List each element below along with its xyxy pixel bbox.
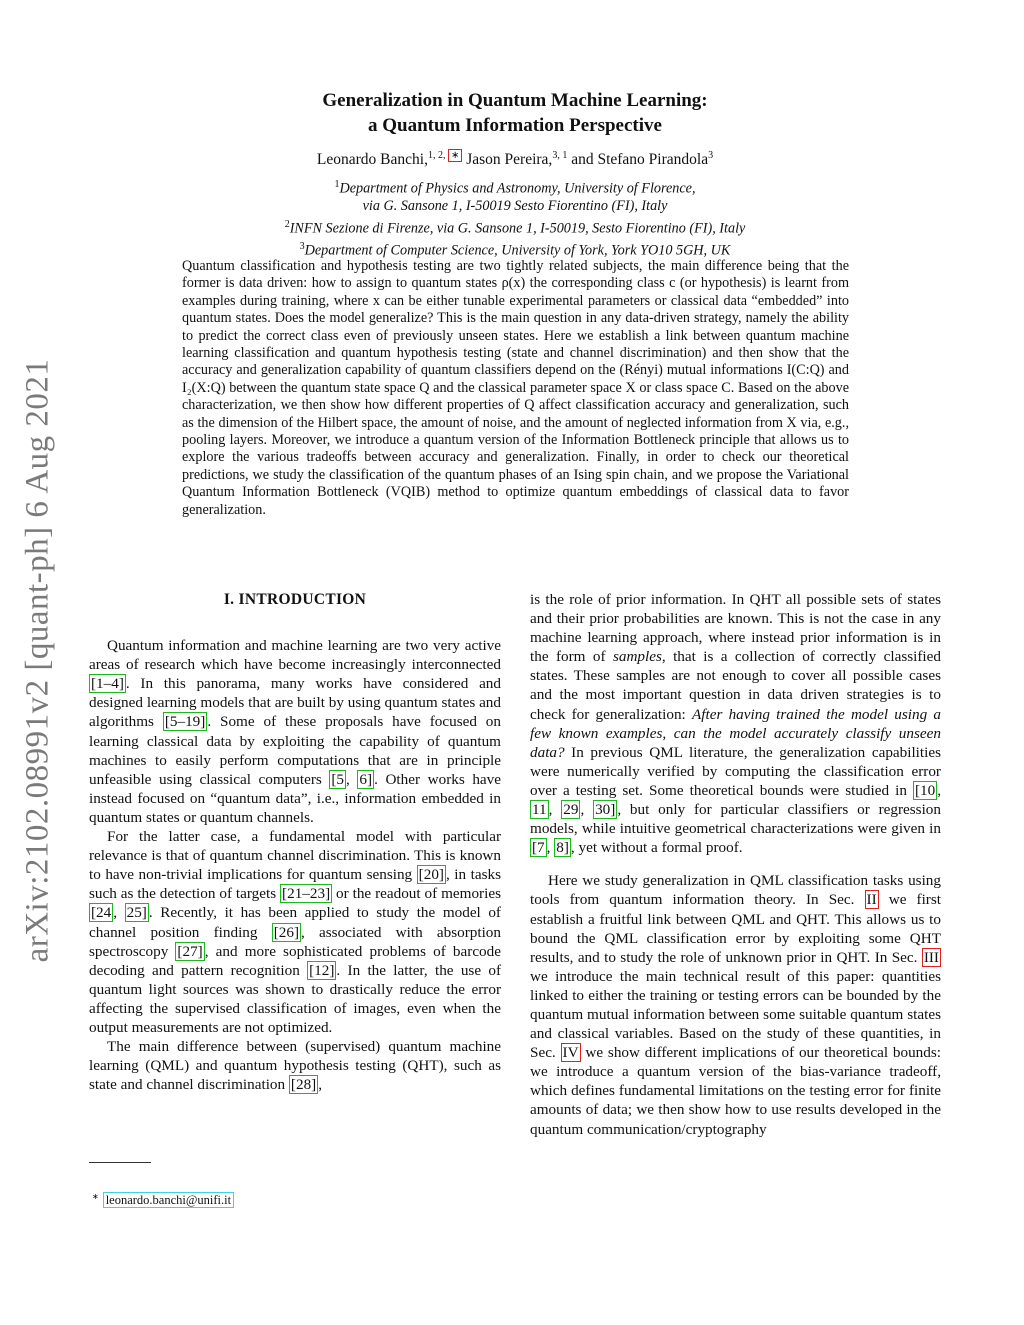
citation-link[interactable]: [24	[91, 904, 112, 922]
arxiv-sidebar-stamp	[0, 340, 78, 980]
author-list: Leonardo Banchi,$^{1, 2,}$ ∗ Jason Pereira,$^{3, 1}$ and Stefano Pirandola$^3$	[316, 150, 714, 169]
paragraph: For the latter case, a fundamental model with particular relevance is that of quantum channel discrimination. This is known to have non-trivial implications for quantum sensing [20] , in tasks such as the detection of targets [21–23] or the readout of memories [24 , 25] . Recently, it has been applied to study the model of channel position finding [26] , associated with absorption spectroscopy [27] , and more sophisticated problems of barcode decoding and pattern recognition [12] . In the latter, the use of quantum light sources was shown to drastically reduce the error affecting the supervised classification of images, even when the output measurements are not optimized.	[89, 828, 502, 1036]
citation-link[interactable]: [7	[532, 839, 545, 857]
affiliations: $^1$Department of Physics and Astronomy, University of Florence, via G. Sansone 1, I-50019 Sesto Fiorentino (FI), Italy $^2$INFN Sezione di Firenze, via G. Sansone 1, I-50019, Sesto Fiorentino (FI), Italy $^3$Department of Computer Science, University of York, York YO10 5GH, UK	[284, 179, 746, 259]
email-link[interactable]: leonardo.banchi@unifi.it	[103, 1192, 234, 1208]
section-link[interactable]: IV	[562, 1044, 579, 1062]
paragraph: Quantum information and machine learning are two very active areas of research which have become increasingly interconnected [1–4] . In this panorama, many works have considered and designed learning models that are built by using quantum states and algorithms [5–19] . Some of these proposals have focused on learning classical data by exploiting the capability of quantum machines to easily perform computations that are in principle unfeasible using classical computers [5 , 6] . Other works have instead focused on “quantum data”, i.e., information embedded in quantum states or quantum channels.	[89, 637, 502, 826]
author-banchi: Leonardo Banchi,	[316, 151, 428, 169]
affiliation-2: INFN Sezione di Firenze, via G. Sansone 1, I-50019, Sesto Fiorentino (FI), Italy	[289, 220, 746, 237]
paper-title: Generalization in Quantum Machine Learning: a Quantum Information Perspective	[322, 90, 708, 136]
citation-link[interactable]: 6]	[359, 770, 373, 788]
citation-link[interactable]: [20]	[418, 866, 444, 884]
affiliation-1: Department of Physics and Astronomy, University of Florence,	[339, 180, 696, 197]
affiliation-1-address: via G. Sansone 1, I-50019 Sesto Fiorentino (FI), Italy	[362, 198, 668, 215]
footnote-rule	[89, 1162, 151, 1163]
paragraph: is the role of prior information. In QHT all possible sets of states and their prior probabilities are known. This is not the case in any machine learning approach, where instead prior information is in the form of samples, that is a collection of correctly classified states. These samples are not enough to cover all possible cases and the most important question in data driven strategies is to check for generalization: After having trained the model using a few known examples, can the model accurately classify unseen data? In previous QML literature, the generalization capabilities were numerically verified by computing the classification error over a testing set. Some theoretical bounds were studied in [10 , 11 , 29 , 30] , but only for particular classifiers or regression models, while intuitive geometrical characterizations were given in [7 , 8] , yet without a formal proof.	[530, 591, 942, 857]
paragraph: Here we study generalization in QML classification tasks using tools from quantum information theory. In Sec. II we first establish a fruitful link between QML and QHT. This allows us to bound the QML classification error by exploiting some QHT results, and to study the role of unknown prior in QHT. In Sec. III we introduce the main technical result of this paper: quantities linked to either the training or testing errors can be bounded by the quantum mutual information between some suitable quantum states and classical variables. Based on the study of these quantities, in Sec. IV we show different implications of our theoretical bounds: we introduce a quantum version of the bias-variance tradeoff, which defines fundamental limitations on the testing error for finite amounts of data; we then show how to use results developed in the quantum communication/cryptography	[530, 872, 941, 1138]
footnote: ∗ leonardo.banchi@unifi.it	[92, 1192, 234, 1208]
left-column	[89, 590, 501, 1094]
citation-link[interactable]: [28]	[290, 1076, 317, 1094]
abstract: Quantum classification and hypothesis testing are two tightly related subjects, the main difference being that the former is data driven: how to assign to quantum states ρ(x) the corresponding class c (or hypothesis) is learnt from examples during training, where x can be either tunable experimental parameters or classical data “embedded” into quantum states. Does the model generalize? This is the main question in any data-driven strategy, namely the ability to predict the correct class even of previously unseen states. Here we establish a link between quantum machine learning classification and quantum hypothesis testing (state and channel discrimination) and then show that the accuracy and generalization capability of quantum classifiers depend on the (Rényi) mutual informations I(C:Q) and I₂(X:Q) between the quantum state space Q and the classical parameter space X or class space C. Based on the above characterization, we then show how different properties of Q affect classification accuracy and generalization, such as the dimension of the Hilbert space, the amount of noise, and the amount of neglected information from X via, e.g., pooling layers. Moreover, we introduce a quantum version of the Information Bottleneck principle that allows us to explore the various tradeoffs between accuracy and generalization. Finally, in order to check our theoretical predictions, we study the classification of the quantum phases of an Ising spin chain, and we propose the Variational Quantum Information Bottleneck (VQIB) method to optimize quantum embeddings of classical data to favor generalization.	[182, 258, 849, 518]
citation-link[interactable]: 30]	[595, 801, 616, 819]
paragraph: The main difference between (supervised) quantum machine learning (QML) and quantum hypothesis testing (QHT), such as state and channel discrimination [28] ,	[89, 1038, 501, 1094]
section-link[interactable]: III	[923, 948, 939, 966]
citation-link[interactable]: [21–23]	[282, 885, 331, 903]
affiliation-3: Department of Computer Science, University of York, York YO10 5GH, UK	[304, 242, 731, 259]
citation-link[interactable]: [10	[914, 781, 936, 799]
citation-link[interactable]: [5–19]	[164, 713, 206, 731]
citation-link[interactable]: 29	[563, 801, 579, 819]
citation-link[interactable]: [12]	[309, 961, 335, 979]
citation-link[interactable]: [26]	[273, 923, 300, 941]
arxiv-id: arXiv:2102.08991v2 [quant-ph] 6 Aug 2021	[19, 358, 56, 962]
section-link[interactable]: II	[866, 891, 877, 909]
citation-link[interactable]: 11	[532, 801, 547, 819]
author-pereira: Jason Pereira,	[462, 151, 553, 169]
right-column	[530, 590, 941, 1139]
citation-link[interactable]: [27]	[177, 942, 203, 960]
citation-link[interactable]: [1–4]	[91, 675, 124, 693]
citation-link[interactable]: 8]	[556, 839, 569, 857]
author-pirandola: and Stefano Pirandola	[567, 151, 709, 169]
citation-link[interactable]: 25]	[126, 904, 147, 922]
citation-link[interactable]: [5	[331, 770, 345, 788]
footnote-link[interactable]: ∗	[448, 149, 462, 162]
section-heading-introduction: I. INTRODUCTION	[223, 591, 367, 608]
